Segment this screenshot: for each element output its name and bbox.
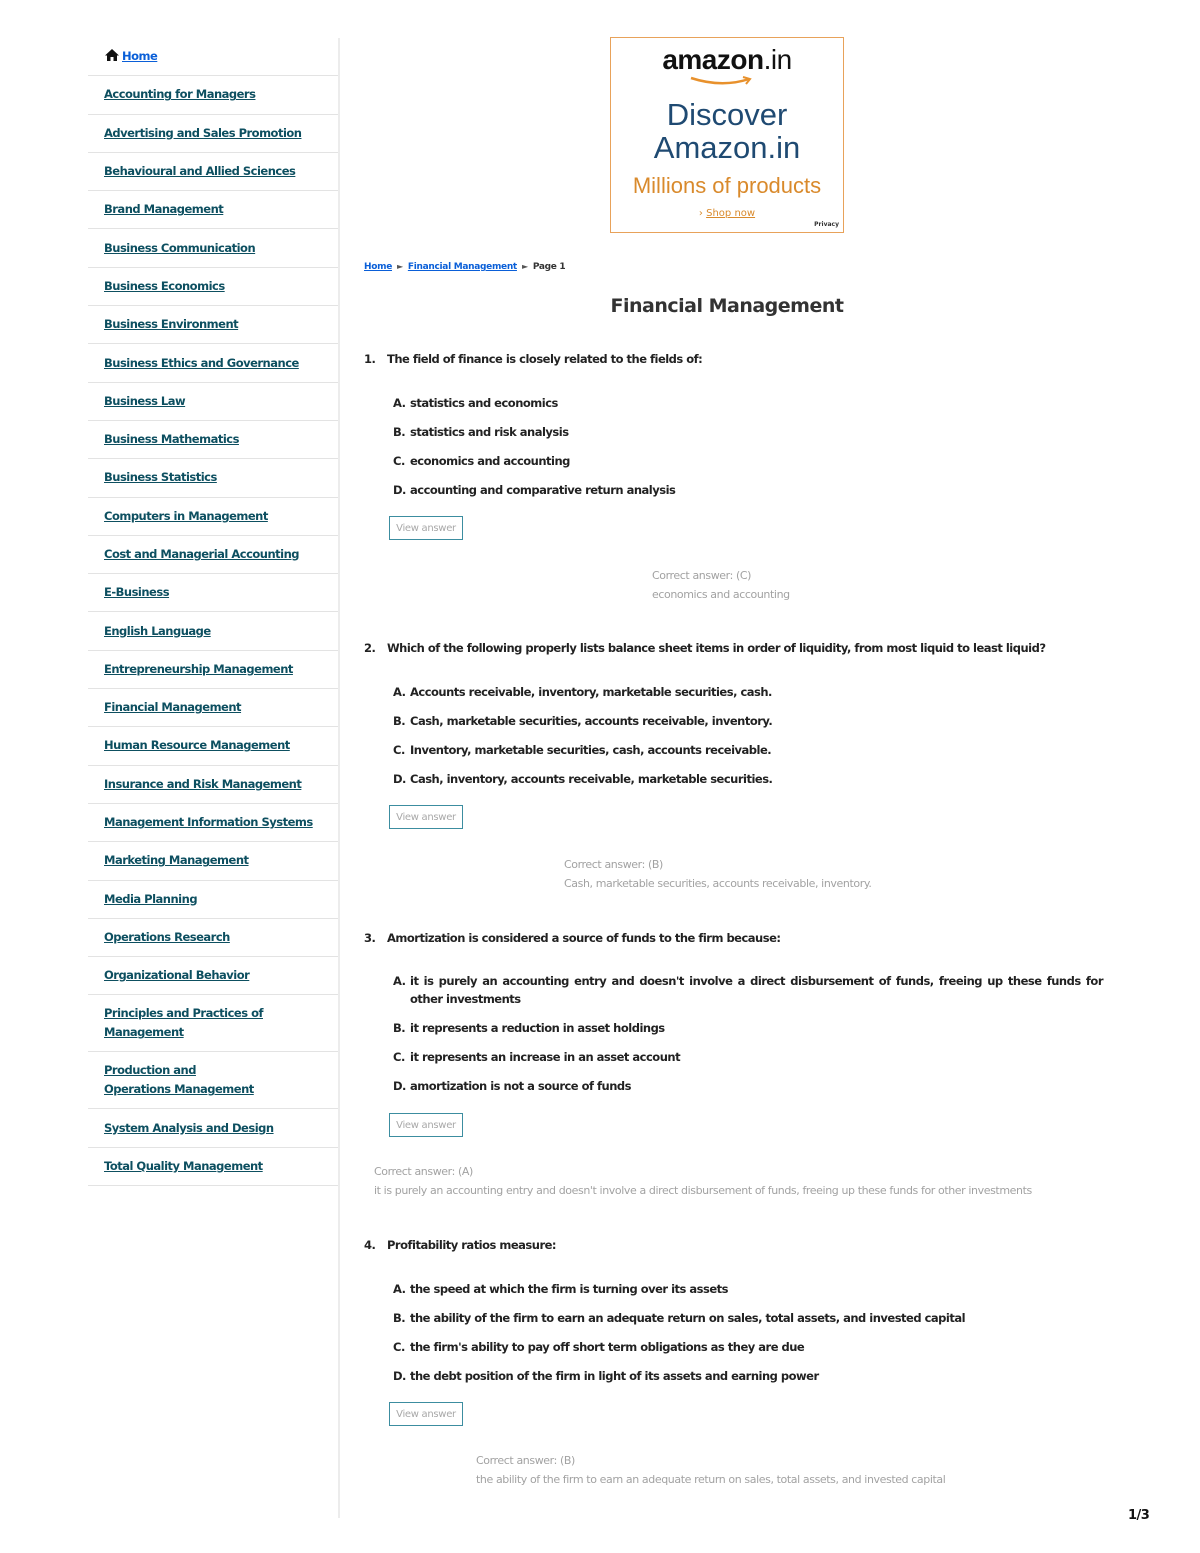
sidebar-link[interactable]: Business Communication <box>104 240 256 255</box>
sidebar-item-marketing-management[interactable] <box>88 842 338 880</box>
sidebar-item-operations-research[interactable] <box>88 919 338 957</box>
correct-answer <box>564 855 871 893</box>
sidebar-item-home[interactable] <box>88 38 338 76</box>
option-text: it represents an increase in an asset account <box>410 1050 681 1064</box>
option-letter: C. <box>393 1340 405 1354</box>
sidebar-link[interactable]: Computers in Management <box>104 508 268 523</box>
sidebar-item-business-ethics[interactable] <box>88 344 338 382</box>
sidebar-item-accounting-for-managers[interactable] <box>88 76 338 114</box>
sidebar-item-financial-management[interactable] <box>88 689 338 727</box>
option-letter: D. <box>393 1079 406 1093</box>
sidebar-link[interactable]: E-Business <box>104 585 170 600</box>
option-text: Inventory, marketable securities, cash, accounts receivable. <box>410 743 772 757</box>
question-text <box>364 641 1104 659</box>
option-list <box>393 972 1103 1095</box>
question-prompt: Profitability ratios measure: <box>387 1238 557 1252</box>
option-text: the ability of the firm to earn an adequate return on sales, total assets, and invested capital <box>410 1311 966 1325</box>
view-answer-button[interactable]: View answer <box>389 1113 463 1137</box>
option-a <box>393 394 1103 412</box>
option-letter: B. <box>393 714 406 728</box>
amazon-logo-text: amazon <box>662 44 764 75</box>
question-3 <box>364 931 1104 1197</box>
sidebar-link[interactable]: Entrepreneurship Management <box>104 661 293 676</box>
option-c <box>393 741 1103 759</box>
option-a <box>393 1280 1103 1298</box>
sidebar-link[interactable]: Principles and Practices of Management <box>104 1006 263 1040</box>
question-text <box>364 931 1104 949</box>
sidebar-item-human-resource[interactable] <box>88 727 338 765</box>
option-letter: C. <box>393 743 405 757</box>
sidebar-link[interactable]: Production and Operations Management <box>104 1063 254 1097</box>
amazon-logo <box>611 44 843 76</box>
amazon-smile-icon <box>687 76 757 86</box>
correct-answer <box>374 1162 1032 1200</box>
option-d <box>393 1077 1103 1095</box>
option-letter: C. <box>393 1050 405 1064</box>
correct-answer-text: Cash, marketable securities, accounts receivable, inventory. <box>564 877 872 890</box>
correct-answer-label: Correct answer: (B) <box>564 858 663 871</box>
home-link-label: Home <box>122 49 158 64</box>
sidebar-item-system-analysis[interactable] <box>88 1109 338 1147</box>
question-number: 3. <box>364 931 376 945</box>
sidebar-nav-list <box>88 38 338 1186</box>
sidebar <box>88 38 338 1186</box>
sidebar-link[interactable]: Behavioural and Allied Sciences <box>104 164 296 179</box>
sidebar-item-production-operations[interactable] <box>88 1052 338 1109</box>
sidebar-item-business-law[interactable] <box>88 383 338 421</box>
breadcrumb <box>364 262 565 272</box>
option-list <box>393 1280 1103 1385</box>
sidebar-item-english-language[interactable] <box>88 612 338 650</box>
ad-subtitle: Millions of products <box>632 173 822 198</box>
question-1 <box>364 352 1104 601</box>
sidebar-link[interactable]: Business Environment <box>104 317 239 332</box>
page-title: Financial Management <box>610 295 844 317</box>
option-c <box>393 452 1103 470</box>
sidebar-link[interactable]: Accounting for Managers <box>104 87 256 102</box>
sidebar-link[interactable]: Brand Management <box>104 202 224 217</box>
sidebar-link[interactable]: Organizational Behavior <box>104 968 250 983</box>
sidebar-divider <box>338 38 340 1518</box>
sidebar-item-business-statistics[interactable] <box>88 459 338 497</box>
sidebar-link[interactable]: Financial Management <box>104 700 242 715</box>
question-number: 4. <box>364 1238 376 1252</box>
sidebar-link[interactable]: Business Mathematics <box>104 432 239 447</box>
option-letter: A. <box>393 1282 406 1296</box>
page-number: 1/3 <box>1128 1508 1150 1523</box>
option-text: Accounts receivable, inventory, marketable securities, cash. <box>410 685 772 699</box>
sidebar-link[interactable]: Business Economics <box>104 278 225 293</box>
ad-headline-line2: Amazon.in <box>653 130 801 165</box>
option-text: accounting and comparative return analysis <box>410 483 676 497</box>
option-text: statistics and economics <box>410 396 558 410</box>
sidebar-item-principles-practices[interactable] <box>88 995 338 1052</box>
option-text: the speed at which the firm is turning over its assets <box>410 1282 728 1296</box>
question-number: 2. <box>364 641 376 655</box>
sidebar-item-cost-accounting[interactable] <box>88 536 338 574</box>
view-answer-button[interactable]: View answer <box>389 1402 463 1426</box>
ad-shop-now-link[interactable]: › Shop now <box>698 208 756 219</box>
correct-answer <box>476 1451 945 1489</box>
sidebar-item-advertising[interactable] <box>88 115 338 153</box>
option-letter: A. <box>393 974 406 988</box>
option-d <box>393 481 1103 499</box>
option-text: statistics and risk analysis <box>410 425 569 439</box>
sidebar-item-business-economics[interactable] <box>88 268 338 306</box>
option-text: the firm's ability to pay off short term obligations as they are due <box>410 1340 805 1354</box>
sidebar-link[interactable]: Management Information Systems <box>104 815 313 830</box>
correct-answer <box>652 566 790 604</box>
option-c <box>393 1338 1103 1356</box>
option-letter: D. <box>393 483 406 497</box>
sidebar-item-total-quality[interactable] <box>88 1148 338 1186</box>
view-answer-button[interactable]: View answer <box>389 516 463 540</box>
breadcrumb-separator-icon: ► <box>397 262 403 271</box>
sidebar-link[interactable]: Media Planning <box>104 891 198 906</box>
home-link[interactable] <box>104 47 157 66</box>
question-prompt: Amortization is considered a source of funds to the firm because: <box>387 931 781 945</box>
sidebar-item-brand-management[interactable] <box>88 191 338 229</box>
breadcrumb-current: Page 1 <box>532 262 566 272</box>
question-text <box>364 1238 1104 1256</box>
sidebar-link[interactable]: Insurance and Risk Management <box>104 776 302 791</box>
breadcrumb-home-link[interactable]: Home <box>364 262 392 272</box>
option-list <box>393 394 1103 499</box>
option-b <box>393 1309 1103 1327</box>
sidebar-link[interactable]: Total Quality Management <box>104 1158 263 1173</box>
option-text: it is purely an accounting entry and doesn't involve a direct disbursement of funds, freeing up these funds for other investments <box>410 974 1103 1006</box>
sidebar-link[interactable]: Business Statistics <box>104 470 217 485</box>
question-prompt: Which of the following properly lists balance sheet items in order of liquidity, from most liquid to least liquid? <box>387 641 1046 655</box>
sidebar-item-mis[interactable] <box>88 804 338 842</box>
option-a <box>393 972 1103 1008</box>
sidebar-item-insurance[interactable] <box>88 766 338 804</box>
option-b <box>393 423 1103 441</box>
option-b <box>393 712 1103 730</box>
question-number: 1. <box>364 352 376 366</box>
option-letter: B. <box>393 1021 406 1035</box>
sidebar-item-e-business[interactable] <box>88 574 338 612</box>
breadcrumb-section-link[interactable]: Financial Management <box>407 262 517 272</box>
question-4 <box>364 1238 1104 1486</box>
correct-answer-label: Correct answer: (A) <box>374 1165 473 1178</box>
correct-answer-label: Correct answer: (C) <box>652 569 752 582</box>
question-prompt: The field of finance is closely related to the fields of: <box>387 352 703 366</box>
ad-headline <box>611 98 843 164</box>
amazon-ad-banner[interactable] <box>610 37 844 233</box>
sidebar-item-business-environment[interactable] <box>88 306 338 344</box>
correct-answer-label: Correct answer: (B) <box>476 1454 575 1467</box>
sidebar-link[interactable]: Business Law <box>104 393 186 408</box>
sidebar-item-business-mathematics[interactable] <box>88 421 338 459</box>
option-letter: B. <box>393 425 406 439</box>
option-text: the debt position of the firm in light of its assets and earning power <box>410 1369 819 1383</box>
option-letter: C. <box>393 454 405 468</box>
sidebar-link[interactable]: Human Resource Management <box>104 738 290 753</box>
sidebar-link[interactable]: English Language <box>104 623 211 638</box>
sidebar-item-media-planning[interactable] <box>88 881 338 919</box>
option-letter: A. <box>393 396 406 410</box>
option-text: Cash, marketable securities, accounts receivable, inventory. <box>410 714 773 728</box>
option-letter: D. <box>393 772 406 786</box>
question-2 <box>364 641 1104 890</box>
sidebar-item-business-communication[interactable] <box>88 229 338 267</box>
home-icon <box>104 48 120 62</box>
option-d <box>393 1367 1103 1385</box>
ad-cta-label: Shop now <box>706 208 756 219</box>
option-letter: B. <box>393 1311 406 1325</box>
sidebar-link[interactable]: Operations Research <box>104 929 230 944</box>
option-d <box>393 770 1103 788</box>
breadcrumb-separator-icon: ► <box>521 262 528 271</box>
view-answer-button[interactable]: View answer <box>389 805 463 829</box>
sidebar-item-entrepreneurship[interactable] <box>88 651 338 689</box>
option-c <box>393 1048 1103 1066</box>
option-text: amortization is not a source of funds <box>410 1079 631 1093</box>
sidebar-item-behavioural[interactable] <box>88 153 338 191</box>
sidebar-link[interactable]: Marketing Management <box>104 853 249 868</box>
option-a <box>393 683 1103 701</box>
question-text <box>364 352 1104 370</box>
option-list <box>393 683 1103 788</box>
ad-headline-line1: Discover <box>666 97 788 132</box>
correct-answer-text: economics and accounting <box>652 588 790 601</box>
sidebar-link[interactable]: Advertising and Sales Promotion <box>104 125 302 140</box>
option-letter: A. <box>393 685 406 699</box>
ad-privacy-link[interactable]: Privacy <box>814 221 839 228</box>
correct-answer-text: the ability of the firm to earn an adequate return on sales, total assets, and invested capital <box>476 1473 946 1486</box>
option-text: it represents a reduction in asset holdings <box>410 1021 665 1035</box>
sidebar-link[interactable]: Business Ethics and Governance <box>104 355 299 370</box>
option-text: Cash, inventory, accounts receivable, marketable securities. <box>410 772 773 786</box>
sidebar-item-computers-in-management[interactable] <box>88 498 338 536</box>
option-letter: D. <box>393 1369 406 1383</box>
option-b <box>393 1019 1103 1037</box>
option-text: economics and accounting <box>410 454 570 468</box>
sidebar-item-organizational-behavior[interactable] <box>88 957 338 995</box>
correct-answer-text: it is purely an accounting entry and doesn't involve a direct disbursement of funds, freeing up these funds for other investments <box>374 1184 1032 1197</box>
sidebar-link[interactable]: System Analysis and Design <box>104 1120 274 1135</box>
amazon-logo-suffix: .in <box>763 44 792 75</box>
sidebar-link[interactable]: Cost and Managerial Accounting <box>104 547 300 561</box>
